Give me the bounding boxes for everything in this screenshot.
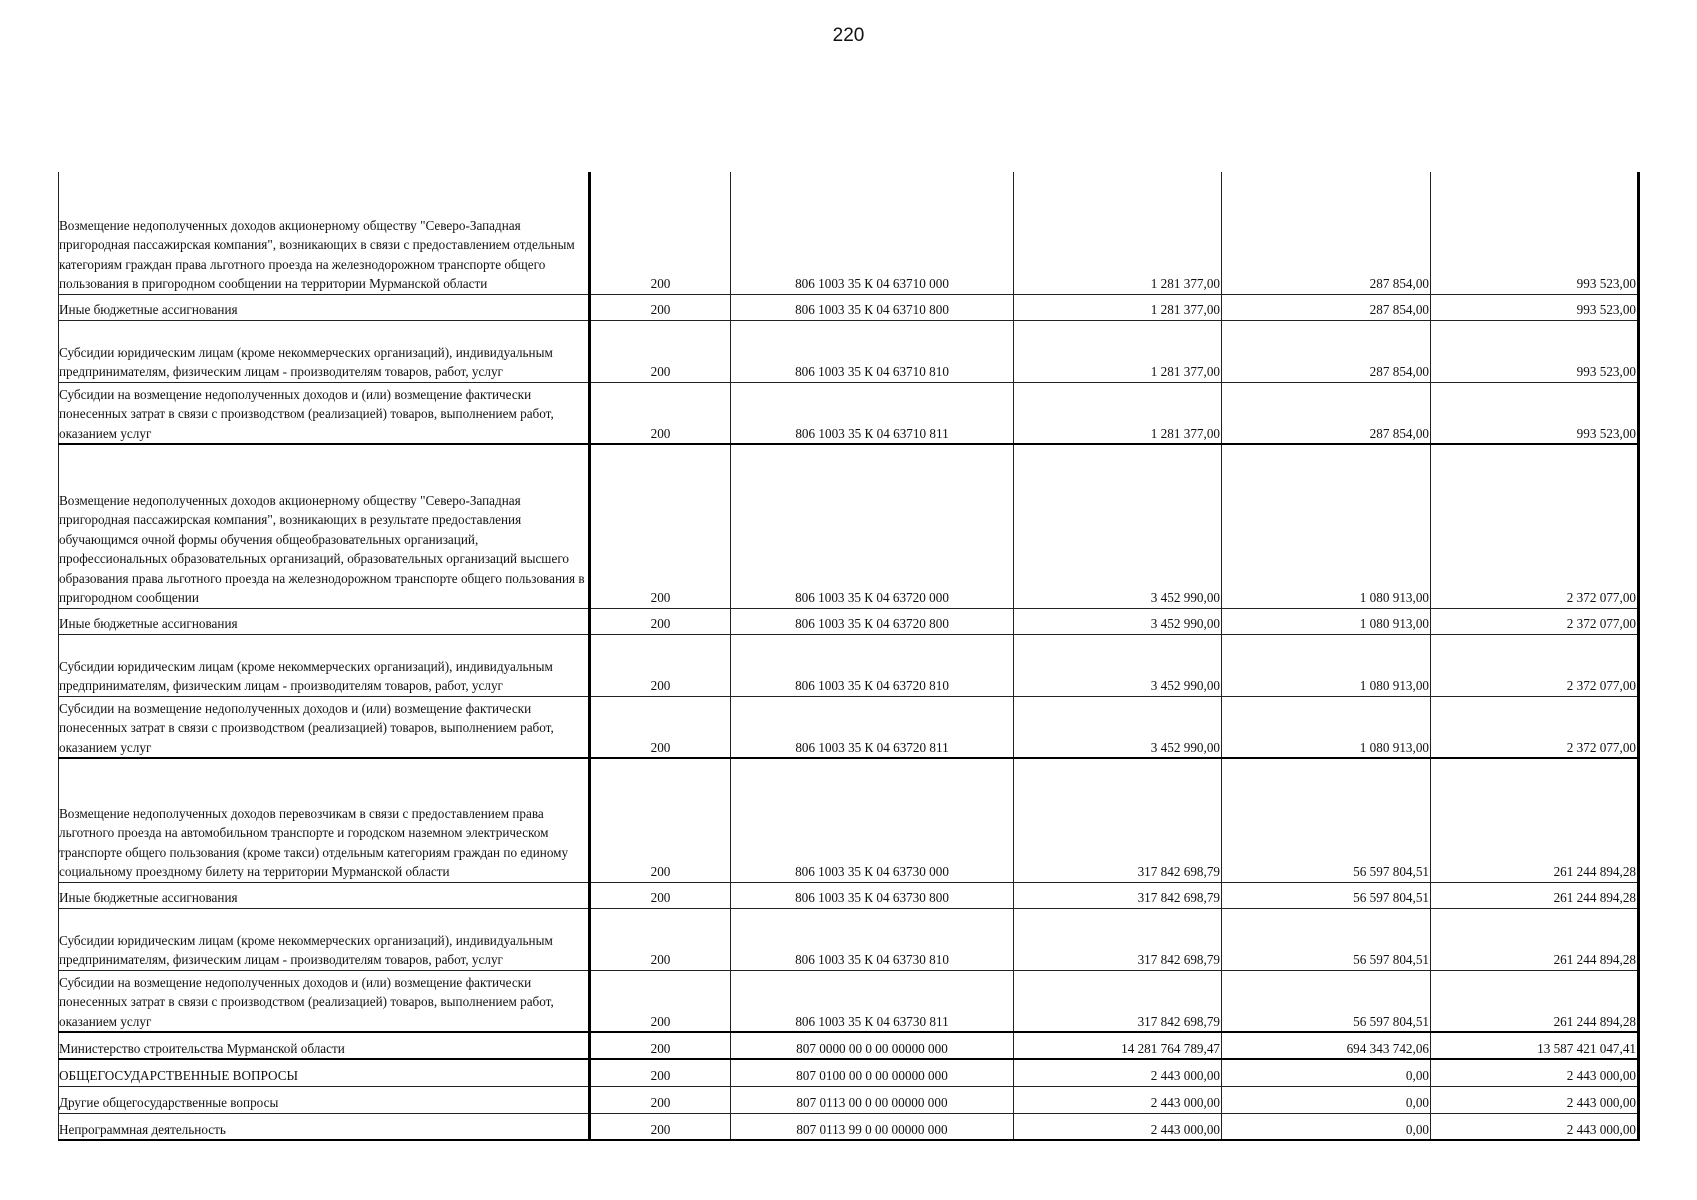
table-row — [59, 608, 1639, 634]
row-value-3: 2 372 077,00 — [1431, 696, 1639, 758]
row-value-1: 317 842 698,79 — [1014, 970, 1222, 1032]
table-row — [59, 444, 1639, 608]
row-code: 200 — [590, 1113, 731, 1140]
table-row — [59, 882, 1639, 908]
row-description: Иные бюджетные ассигнования — [59, 608, 590, 634]
table-row — [59, 1059, 1639, 1086]
row-value-3: 261 244 894,28 — [1431, 758, 1639, 882]
row-value-1: 3 452 990,00 — [1014, 608, 1222, 634]
row-code: 200 — [590, 696, 731, 758]
row-kbk: 806 1003 35 К 04 63710 810 — [731, 320, 1014, 382]
row-value-3: 261 244 894,28 — [1431, 882, 1639, 908]
row-value-1: 2 443 000,00 — [1014, 1086, 1222, 1113]
row-value-2: 1 080 913,00 — [1222, 634, 1431, 696]
row-value-3: 2 443 000,00 — [1431, 1059, 1639, 1086]
table-row — [59, 970, 1639, 1032]
row-value-2: 56 597 804,51 — [1222, 882, 1431, 908]
row-kbk: 807 0100 00 0 00 00000 000 — [731, 1059, 1014, 1086]
row-value-3: 993 523,00 — [1431, 382, 1639, 444]
row-code: 200 — [590, 1059, 731, 1086]
row-code: 200 — [590, 1086, 731, 1113]
row-value-1: 317 842 698,79 — [1014, 882, 1222, 908]
row-value-1: 1 281 377,00 — [1014, 172, 1222, 294]
row-value-2: 287 854,00 — [1222, 382, 1431, 444]
row-value-1: 14 281 764 789,47 — [1014, 1032, 1222, 1059]
table-row — [59, 908, 1639, 970]
row-value-2: 0,00 — [1222, 1113, 1431, 1140]
row-kbk: 806 1003 35 К 04 63730 000 — [731, 758, 1014, 882]
row-kbk: 806 1003 35 К 04 63730 810 — [731, 908, 1014, 970]
row-description: Субсидии юридическим лицам (кроме некоммерческих организаций), индивидуальным предпринимателям, физическим лицам - производителям товаров, работ, услуг — [59, 634, 590, 696]
row-code: 200 — [590, 608, 731, 634]
row-code: 200 — [590, 882, 731, 908]
row-value-2: 287 854,00 — [1222, 172, 1431, 294]
row-description: Возмещение недополученных доходов акционерному обществу "Северо-Западная пригородная пассажирская компания", возникающих в связи с предоставлением отдельным категориям граждан права льготного проезда на железнодорожном транспорте общего пользования в пригородном сообщении на территории Мурманской области — [59, 172, 590, 294]
budget-table — [58, 172, 1640, 1141]
row-value-3: 13 587 421 047,41 — [1431, 1032, 1639, 1059]
row-description: Субсидии на возмещение недополученных доходов и (или) возмещение фактически понесенных затрат в связи с производством (реализацией) товаров, выполнением работ, оказанием услуг — [59, 970, 590, 1032]
row-description: Непрограммная деятельность — [59, 1113, 590, 1140]
row-value-1: 317 842 698,79 — [1014, 908, 1222, 970]
row-description: Министерство строительства Мурманской области — [59, 1032, 590, 1059]
row-description: Субсидии юридическим лицам (кроме некоммерческих организаций), индивидуальным предпринимателям, физическим лицам - производителям товаров, работ, услуг — [59, 320, 590, 382]
row-description: ОБЩЕГОСУДАРСТВЕННЫЕ ВОПРОСЫ — [59, 1059, 590, 1086]
row-value-3: 2 443 000,00 — [1431, 1086, 1639, 1113]
table-row — [59, 1113, 1639, 1140]
row-kbk: 806 1003 35 К 04 63710 811 — [731, 382, 1014, 444]
table-row — [59, 1086, 1639, 1113]
row-value-3: 2 372 077,00 — [1431, 634, 1639, 696]
row-description: Субсидии на возмещение недополученных доходов и (или) возмещение фактически понесенных затрат в связи с производством (реализацией) товаров, выполнением работ, оказанием услуг — [59, 696, 590, 758]
row-kbk: 806 1003 35 К 04 63720 811 — [731, 696, 1014, 758]
row-value-1: 3 452 990,00 — [1014, 444, 1222, 608]
row-value-2: 287 854,00 — [1222, 294, 1431, 320]
row-code: 200 — [590, 382, 731, 444]
row-kbk: 807 0113 00 0 00 00000 000 — [731, 1086, 1014, 1113]
row-description: Субсидии юридическим лицам (кроме некоммерческих организаций), индивидуальным предпринимателям, физическим лицам - производителям товаров, работ, услуг — [59, 908, 590, 970]
row-value-1: 3 452 990,00 — [1014, 696, 1222, 758]
row-description: Возмещение недополученных доходов акционерному обществу "Северо-Западная пригородная пассажирская компания", возникающих в результате предоставления обучающимся очной формы обучения общеобразовательных организаций, профессиональных образовательных организаций, образовательных организаций высшего образования права льготного проезда на железнодорожном транспорте общего пользования в пригородном сообщении — [59, 444, 590, 608]
table-row — [59, 320, 1639, 382]
row-value-2: 1 080 913,00 — [1222, 696, 1431, 758]
row-kbk: 806 1003 35 К 04 63730 800 — [731, 882, 1014, 908]
row-code: 200 — [590, 444, 731, 608]
row-kbk: 806 1003 35 К 04 63710 000 — [731, 172, 1014, 294]
row-kbk: 807 0113 99 0 00 00000 000 — [731, 1113, 1014, 1140]
table-row — [59, 294, 1639, 320]
row-code: 200 — [590, 970, 731, 1032]
row-value-3: 261 244 894,28 — [1431, 970, 1639, 1032]
row-value-2: 1 080 913,00 — [1222, 444, 1431, 608]
row-value-2: 56 597 804,51 — [1222, 908, 1431, 970]
row-code: 200 — [590, 1032, 731, 1059]
row-value-1: 1 281 377,00 — [1014, 320, 1222, 382]
row-code: 200 — [590, 634, 731, 696]
row-value-2: 56 597 804,51 — [1222, 970, 1431, 1032]
page-number: 220 — [832, 25, 865, 46]
table-row — [59, 1032, 1639, 1059]
row-value-3: 993 523,00 — [1431, 172, 1639, 294]
row-value-2: 0,00 — [1222, 1059, 1431, 1086]
budget-table-body — [59, 172, 1639, 1140]
row-value-3: 993 523,00 — [1431, 320, 1639, 382]
row-code: 200 — [590, 758, 731, 882]
row-description: Иные бюджетные ассигнования — [59, 294, 590, 320]
row-description: Субсидии на возмещение недополученных доходов и (или) возмещение фактически понесенных затрат в связи с производством (реализацией) товаров, выполнением работ, оказанием услуг — [59, 382, 590, 444]
row-value-3: 993 523,00 — [1431, 294, 1639, 320]
row-kbk: 806 1003 35 К 04 63720 000 — [731, 444, 1014, 608]
table-row — [59, 634, 1639, 696]
table-row — [59, 758, 1639, 882]
row-description: Возмещение недополученных доходов перевозчикам в связи с предоставлением права льготного проезда на автомобильном транспорте и городском наземном электрическом транспорте общего пользования (кроме такси) отдельным категориям граждан по единому социальному проездному билету на территории Мурманской области — [59, 758, 590, 882]
row-value-2: 56 597 804,51 — [1222, 758, 1431, 882]
row-value-3: 2 443 000,00 — [1431, 1113, 1639, 1140]
row-value-1: 1 281 377,00 — [1014, 382, 1222, 444]
row-value-1: 2 443 000,00 — [1014, 1113, 1222, 1140]
table-row — [59, 172, 1639, 294]
row-description: Другие общегосударственные вопросы — [59, 1086, 590, 1113]
table-row — [59, 696, 1639, 758]
row-value-3: 261 244 894,28 — [1431, 908, 1639, 970]
row-value-2: 694 343 742,06 — [1222, 1032, 1431, 1059]
row-value-2: 0,00 — [1222, 1086, 1431, 1113]
row-code: 200 — [590, 294, 731, 320]
row-value-3: 2 372 077,00 — [1431, 444, 1639, 608]
row-value-1: 2 443 000,00 — [1014, 1059, 1222, 1086]
row-value-1: 1 281 377,00 — [1014, 294, 1222, 320]
row-description: Иные бюджетные ассигнования — [59, 882, 590, 908]
row-kbk: 806 1003 35 К 04 63710 800 — [731, 294, 1014, 320]
table-row — [59, 382, 1639, 444]
row-code: 200 — [590, 908, 731, 970]
row-value-3: 2 372 077,00 — [1431, 608, 1639, 634]
row-kbk: 806 1003 35 К 04 63730 811 — [731, 970, 1014, 1032]
row-kbk: 806 1003 35 К 04 63720 800 — [731, 608, 1014, 634]
row-value-2: 287 854,00 — [1222, 320, 1431, 382]
row-value-1: 317 842 698,79 — [1014, 758, 1222, 882]
row-code: 200 — [590, 320, 731, 382]
row-value-1: 3 452 990,00 — [1014, 634, 1222, 696]
row-value-2: 1 080 913,00 — [1222, 608, 1431, 634]
row-code: 200 — [590, 172, 731, 294]
row-kbk: 806 1003 35 К 04 63720 810 — [731, 634, 1014, 696]
row-kbk: 807 0000 00 0 00 00000 000 — [731, 1032, 1014, 1059]
